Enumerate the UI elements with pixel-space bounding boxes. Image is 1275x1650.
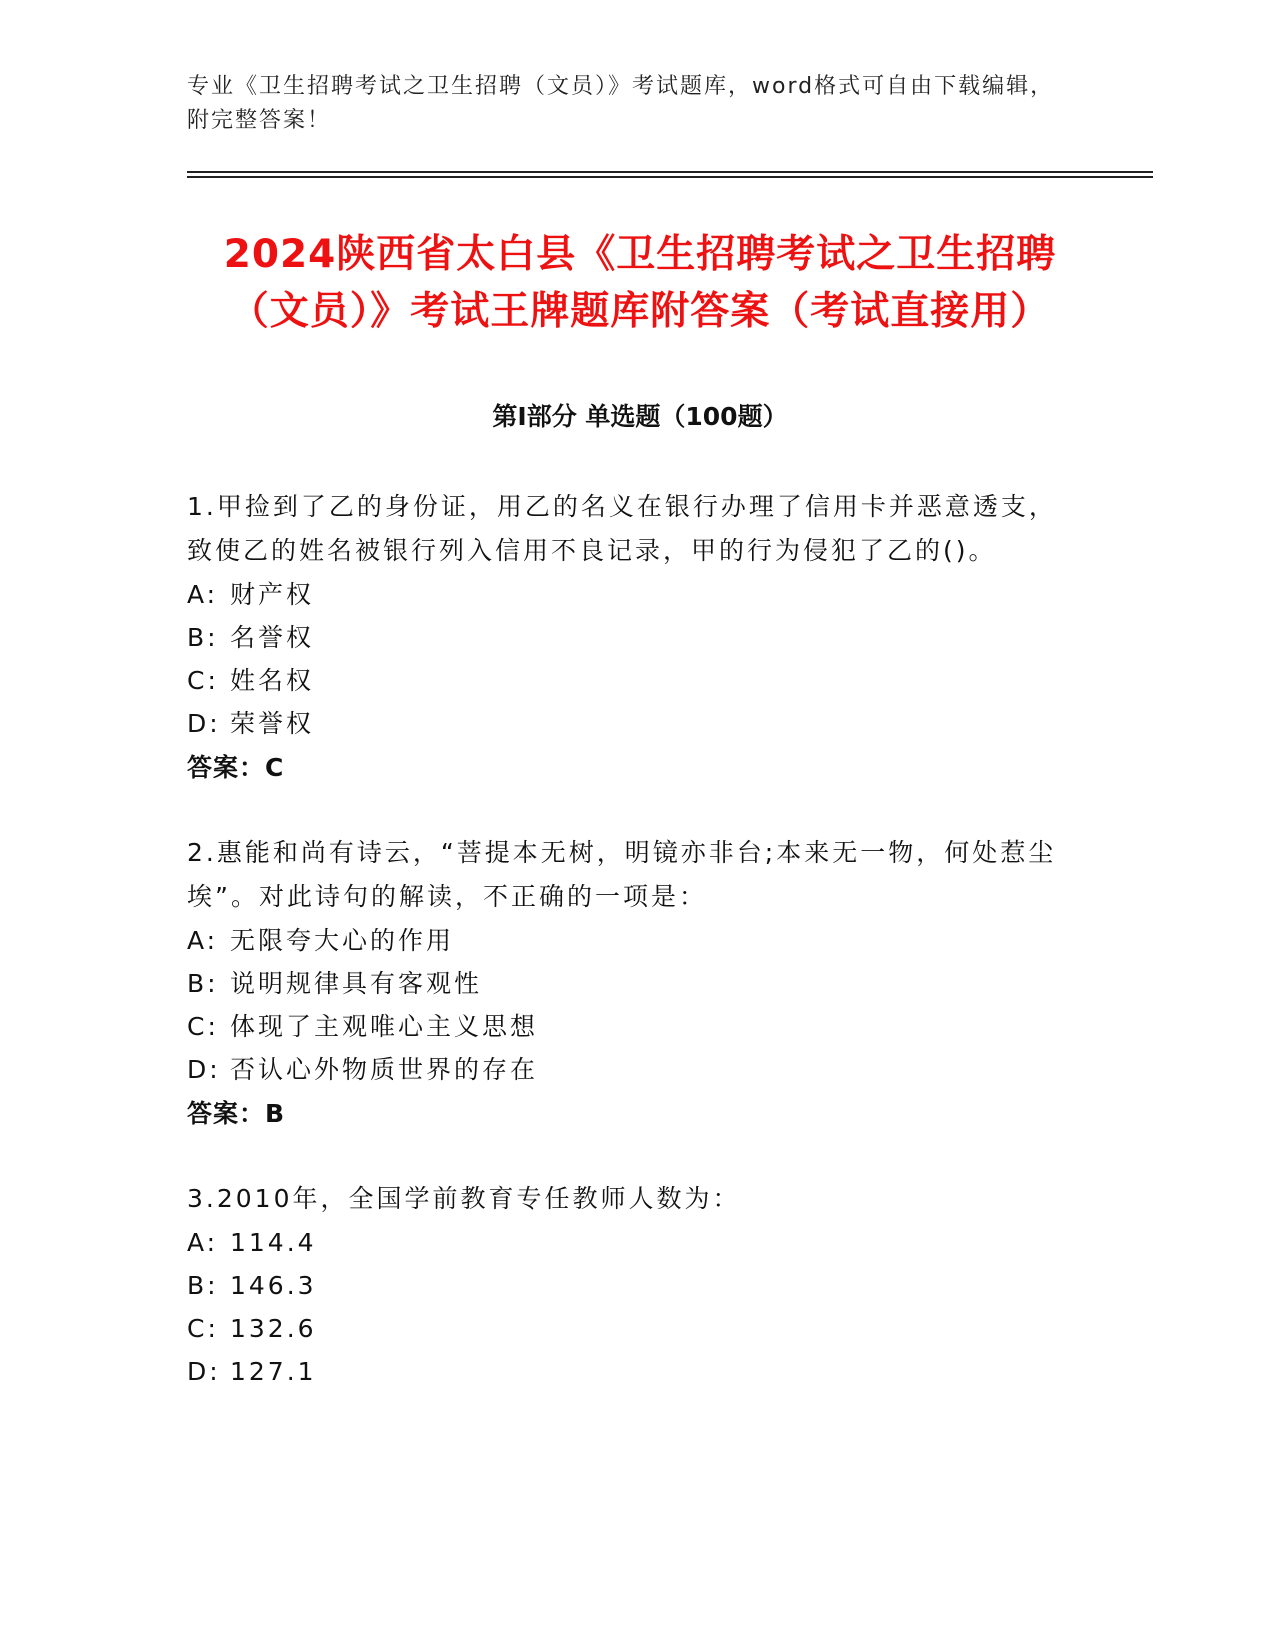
option-text: 114.4	[230, 1228, 317, 1257]
option-label: C:	[187, 1012, 219, 1041]
option-label: A:	[187, 926, 219, 955]
question-stem: 2.惠能和尚有诗云，“菩提本无树，明镜亦非台;本来无一物，何处惹尘埃”。对此诗句的解读，不正确的一项是：	[187, 838, 1057, 911]
option-text: 说明规律具有客观性	[230, 969, 483, 998]
option-text: 146.3	[230, 1271, 317, 1300]
option-c	[187, 1005, 1093, 1048]
divider-line-top	[187, 171, 1153, 173]
option-d	[187, 702, 1093, 745]
option-text: 财产权	[230, 580, 315, 609]
option-a	[187, 1221, 1093, 1264]
question-list	[187, 485, 1093, 1393]
document-page	[187, 70, 1093, 1433]
option-label: C:	[187, 1314, 219, 1343]
option-text: 荣誉权	[230, 709, 315, 738]
option-b	[187, 1264, 1093, 1307]
option-d	[187, 1350, 1093, 1393]
option-text: 名誉权	[230, 623, 315, 652]
option-a	[187, 573, 1093, 616]
divider-line-bottom	[187, 176, 1153, 178]
question-stem: 1.甲捡到了乙的身份证，用乙的名义在银行办理了信用卡并恶意透支，致使乙的姓名被银行列入信用不良记录，甲的行为侵犯了乙的()。	[187, 492, 1057, 565]
option-text: 132.6	[230, 1314, 317, 1343]
option-label: B:	[187, 969, 219, 998]
option-d	[187, 1048, 1093, 1091]
answer: 答案：C	[187, 753, 285, 782]
option-text: 姓名权	[230, 666, 315, 695]
option-label: B:	[187, 1271, 219, 1300]
option-b	[187, 616, 1093, 659]
header-note: 专业《卫生招聘考试之卫生招聘（文员）》考试题库，word格式可自由下载编辑，附完整答案！	[187, 74, 1055, 133]
option-b	[187, 962, 1093, 1005]
header-divider	[187, 171, 1153, 178]
option-c	[187, 1307, 1093, 1350]
option-label: D:	[187, 709, 221, 738]
option-a	[187, 919, 1093, 962]
answer: 答案：B	[187, 1099, 286, 1128]
option-label: D:	[187, 1357, 221, 1386]
option-text: 无限夸大心的作用	[230, 926, 455, 955]
question-2	[187, 831, 1093, 1137]
option-label: D:	[187, 1055, 221, 1084]
option-text: 127.1	[230, 1357, 317, 1386]
question-stem: 3.2010年，全国学前教育专任教师人数为：	[187, 1184, 741, 1213]
option-label: A:	[187, 1228, 219, 1257]
option-label: A:	[187, 580, 219, 609]
option-text: 体现了主观唯心主义思想	[230, 1012, 539, 1041]
option-label: B:	[187, 623, 219, 652]
question-1	[187, 485, 1093, 791]
option-c	[187, 659, 1093, 702]
option-label: C:	[187, 666, 219, 695]
section-title: 第Ⅰ部分 单选题（100题）	[492, 402, 788, 431]
option-text: 否认心外物质世界的存在	[230, 1055, 539, 1084]
document-title: 2024陕西省太白县《卫生招聘考试之卫生招聘（文员）》考试王牌题库附答案（考试直接用）	[223, 232, 1057, 334]
question-3	[187, 1177, 1093, 1393]
